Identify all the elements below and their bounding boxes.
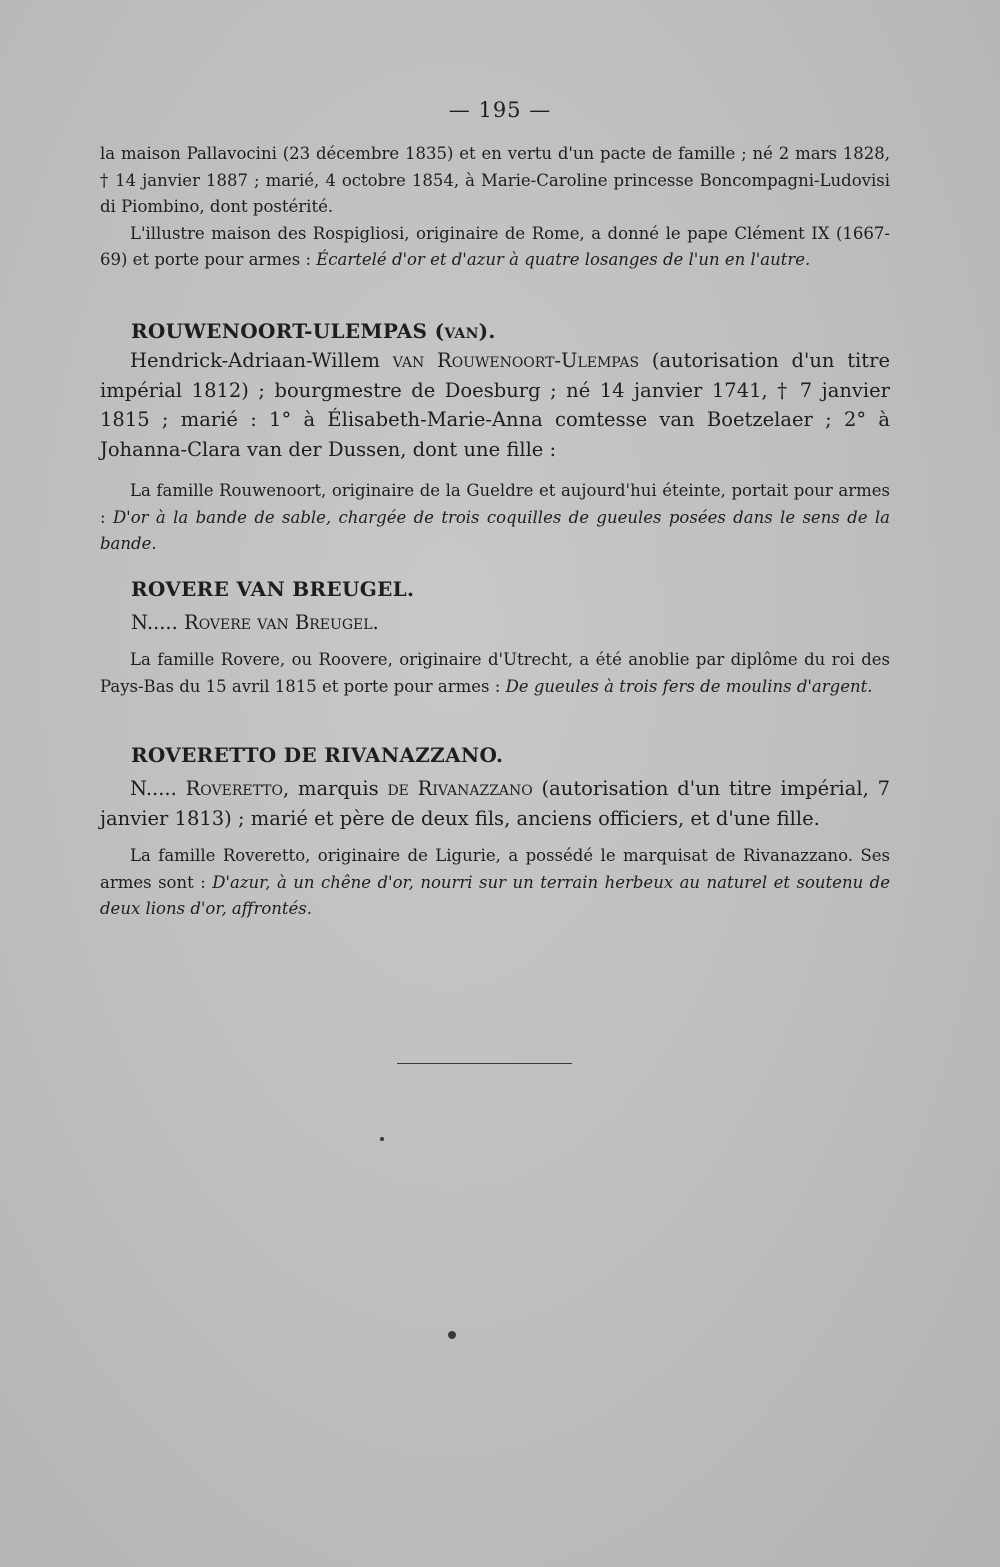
rospigliosi-paragraph [100,221,890,274]
ink-spot [448,1331,456,1339]
roveretto-person: N..... Roveretto, marquis de Rivanazzano (autorisation d'un titre impérial, 7 janvier 1813) ; marié et père de deux fils, anciens officiers, et d'une fille. [100,777,890,830]
roveretto-entry [100,774,890,833]
rovere-heading: ROVERE VAN BREUGEL. [131,577,415,601]
rouwenoort-heading: ROUWENOORT-ULEMPAS (van). [131,319,496,343]
intro-paragraph: la maison Pallavocini (23 décembre 1835) et en vertu d'un pacte de famille ; né 2 mars 1828, † 14 janvier 1887 ; marié, 4 octobre 1854, à Marie-Caroline princesse Boncompagni-Ludovisi di Piombino, dont postérité. [100,144,890,216]
rouwenoort-name: van Rouwenoort-Ulempas [392,349,640,372]
rouwenoort-family [100,478,890,558]
rovere-arms: De gueules à trois fers de moulins d'argent. [505,676,873,696]
roveretto-name: Roveretto [185,777,283,800]
rovere-family [100,647,890,700]
rovere-entry [100,608,890,638]
end-separator [397,1063,572,1064]
rouwenoort-arms: D'or à la bande de sable, chargée de trois coquilles de gueules posées dans le sens de la bande. [100,507,890,553]
roveretto-family-paragraph: La famille Roveretto, originaire de Ligurie, a possédé le marquisat de Rivanazzano. Ses armes sont : D'azur, à un chêne d'or, nourri sur un terrain herbeux au naturel et soutenu de deux lions d'or, affrontés. [100,846,891,918]
rovere-name: Rovere van Breugel. [184,611,379,634]
roveretto-family [100,843,890,923]
intro-section [100,141,890,274]
rouwenoort-person: Hendrick-Adriaan-Willem van Rouwenoort-Ulempas (autorisation d'un titre impérial 1812) ; bourgmestre de Doesburg ; né 14 janvier 1741, † 7 janvier 1815 ; marié : 1° à Élisabeth-Marie-Anna comtesse van Boetzelaer ; 2° à Johanna-Clara van der Dussen, dont une fille : [100,349,890,461]
roveretto-arms: D'azur, à un chêne d'or, nourri sur un terrain herbeux au naturel et soutenu de deux lions d'or, affrontés. [100,872,891,918]
speck [380,1137,384,1141]
rospigliosi-arms: Écartelé d'or et d'azur à quatre losanges de l'un en l'autre. [316,250,811,269]
rouwenoort-entry [100,346,890,464]
rovere-family-paragraph: La famille Rovere, ou Roovere, originaire d'Utrecht, a été anoblie par diplôme du roi des Pays-Bas du 15 avril 1815 et porte pour armes : De gueules à trois fers de moulins d'argent. [100,650,890,696]
roveretto-heading: ROVERETTO DE RIVANAZZANO. [131,743,504,767]
page-number: — 195 — [448,98,552,122]
rouwenoort-family-paragraph: La famille Rouwenoort, originaire de la Gueldre et aujourd'hui éteinte, portait pour armes : D'or à la bande de sable, chargée de trois coquilles de gueules posées dans le sens de la bande. [100,481,890,553]
rovere-person: N..... Rovere van Breugel. [131,611,379,634]
rospigliosi-text: L'illustre maison des Rospigliosi, originaire de Rome, a donné le pape Clément IX (1667-69) et porte pour armes : [100,223,890,269]
